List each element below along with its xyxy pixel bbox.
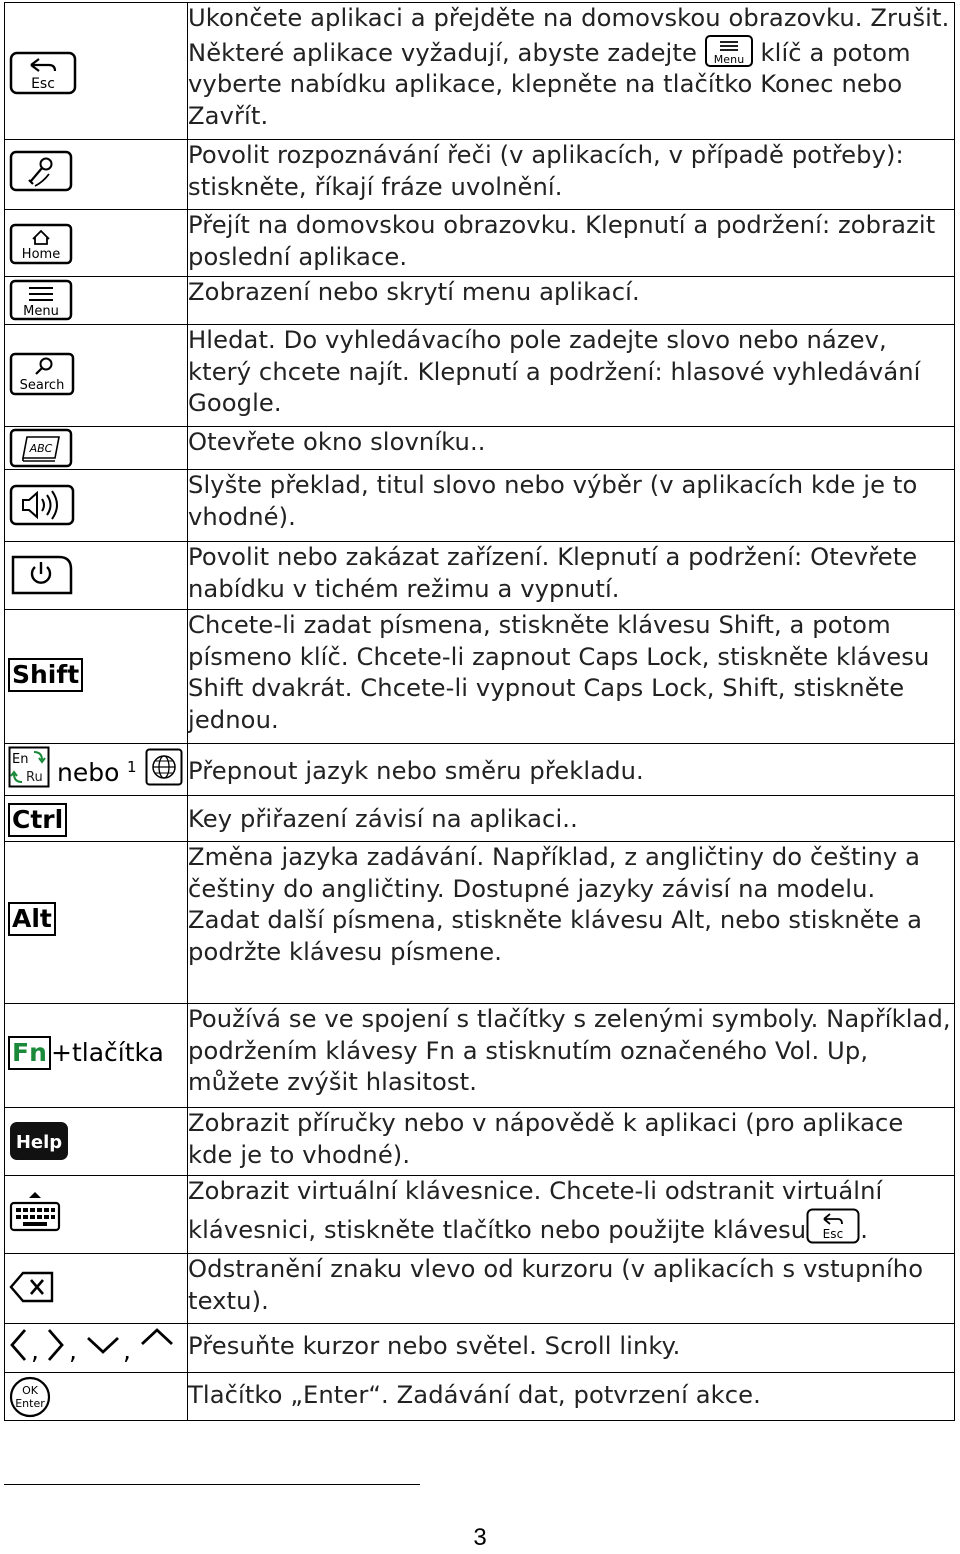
table-row <box>5 1176 955 1254</box>
svg-text:Help: Help <box>15 1132 63 1153</box>
search-key-icon <box>9 352 75 396</box>
svg-text:En: En <box>12 752 29 767</box>
row-description: Povolit nebo zakázat zařízení. Klepnutí a podržení: Otevřete nabídku v tichém režimu a vypnutí. <box>188 543 918 603</box>
row-description: Přesuňte kurzor nebo světel. Scroll linky. <box>188 1332 681 1360</box>
page-number: 3 <box>473 1524 487 1551</box>
table-row <box>5 3 955 140</box>
svg-text:Esc: Esc <box>31 76 55 92</box>
ctrl-key-label: Ctrl <box>8 803 67 837</box>
table-row <box>5 842 955 1004</box>
keyboard-key-icon <box>9 1190 61 1232</box>
svg-text:OK: OK <box>22 1384 38 1397</box>
svg-text:Menu: Menu <box>713 52 745 66</box>
esc-key-icon <box>9 51 77 95</box>
row-description: Hledat. Do vyhledávacího pole zadejte slovo nebo název, který chcete najít. Klepnutí a podržení: hlasové vyhledávání Google. <box>188 326 921 417</box>
svg-text:Menu: Menu <box>23 304 59 319</box>
row-description: Key přiřazení závisí na aplikaci.. <box>188 805 578 833</box>
table-row <box>5 210 955 277</box>
svg-text:Esc: Esc <box>822 1226 844 1241</box>
menu-key-icon <box>9 279 73 321</box>
globe-key-icon <box>145 748 183 786</box>
row-description: Přejít na domovskou obrazovku. Klepnutí a podržení: zobrazit poslední aplikace. <box>188 211 936 271</box>
table-row <box>5 1324 955 1373</box>
row-description: Slyšte překlad, titul slovo nebo výběr (v aplikacích kde je to vhodné). <box>188 471 918 531</box>
svg-text:ABC: ABC <box>29 442 53 455</box>
row-description-2: Zadat další písmena, stiskněte klávesu Alt, nebo stiskněte a podržte klávesu písmene. <box>188 906 923 966</box>
esc-key-inline-icon <box>806 1208 860 1244</box>
arrow-separator: , <box>123 1336 131 1365</box>
arrow-right-icon <box>45 1328 65 1362</box>
row-description: Změna jazyka zadávání. Například, z angličtiny do češtiny a češtiny do angličtiny. Dostupné jazyky závisí na modelu. <box>188 843 921 903</box>
table-row <box>5 1254 955 1324</box>
footnote-separator <box>4 1484 420 1485</box>
table-row <box>5 277 955 325</box>
table-row <box>5 470 955 542</box>
fn-key-label: Fn <box>8 1036 51 1070</box>
row-description: Tlačítko „Enter“. Zadávání dat, potvrzení akce. <box>188 1381 761 1409</box>
row-description-cont: . <box>860 1215 869 1244</box>
row-description: Zobrazení nebo skrytí menu aplikací. <box>188 278 640 306</box>
arrow-up-icon <box>139 1326 175 1348</box>
table-row <box>5 610 955 744</box>
row-description: Otevřete okno slovníku.. <box>188 428 486 456</box>
row-description-cont: klíč a potom vyberte nabídku aplikace, klepněte na tlačítko Konec nebo Zavřít. <box>188 38 911 130</box>
row-description: Chcete-li zadat písmena, stiskněte klávesu Shift, a potom písmeno klíč. Chcete-li zapnout Caps Lock, stiskněte klávesu Shift dvakrát. Chcete-li vypnout Caps Lock, Shift, stiskněte jednou. <box>188 611 930 734</box>
arrow-down-icon <box>85 1334 121 1356</box>
table-row <box>5 1373 955 1421</box>
fn-suffix: +tlačítka <box>51 1038 164 1067</box>
row-description: Ukončete aplikaci a přejděte na domovskou obrazovku. Zrušit. Některé aplikace vyžadují, abyste zadejte <box>188 4 950 67</box>
footnote-marker: 1 <box>127 758 137 776</box>
key-table <box>4 2 955 1421</box>
svg-text:Ru: Ru <box>26 770 43 785</box>
table-row <box>5 796 955 842</box>
home-key-icon <box>9 223 73 265</box>
row-description: Přepnout jazyk nebo směru překladu. <box>188 757 644 785</box>
language-switch-key-icon <box>8 746 50 788</box>
row-description: Povolit rozpoznávání řeči (v aplikacích, v případě potřeby): stiskněte, říkají fráze uvolnění. <box>188 141 904 201</box>
ok-enter-key-icon <box>9 1376 51 1418</box>
row-description: Používá se ve spojení s tlačítky s zelenými symboly. Například, podržením klávesy Fn a stisknutím označeného Vol. Up, můžete zvýšit hlasitost. <box>188 1005 951 1096</box>
svg-text:Enter: Enter <box>15 1397 45 1410</box>
backspace-key-icon <box>9 1270 55 1304</box>
svg-text:Home: Home <box>21 247 61 262</box>
help-key-icon <box>9 1121 69 1161</box>
arrow-separator: , <box>31 1336 39 1365</box>
table-row <box>5 325 955 427</box>
alt-key-label: Alt <box>8 902 56 936</box>
speaker-key-icon <box>9 484 75 526</box>
row-description: Zobrazit virtuální klávesnice. Chcete-li odstranit virtuální klávesnici, stiskněte tlačítko nebo použijte klávesu <box>188 1177 883 1244</box>
menu-key-inline-icon <box>705 35 753 67</box>
table-row <box>5 427 955 470</box>
arrow-separator: , <box>69 1336 77 1365</box>
row-description: Odstranění znaku vlevo od kurzoru (v aplikacích s vstupního textu). <box>188 1255 924 1315</box>
arrow-left-icon <box>9 1328 29 1362</box>
row-description: Zobrazit příručky nebo v nápovědě k aplikaci (pro aplikace kde je to vhodné). <box>188 1109 904 1169</box>
power-key-icon <box>9 553 75 597</box>
table-row <box>5 744 955 796</box>
table-row <box>5 1004 955 1108</box>
microphone-key-icon <box>9 150 73 192</box>
svg-text:Search: Search <box>19 378 65 393</box>
table-row <box>5 1108 955 1176</box>
table-row <box>5 140 955 210</box>
table-row <box>5 542 955 610</box>
shift-key-label: Shift <box>8 658 83 692</box>
dictionary-key-icon <box>9 428 73 468</box>
or-connector: nebo <box>57 758 120 787</box>
